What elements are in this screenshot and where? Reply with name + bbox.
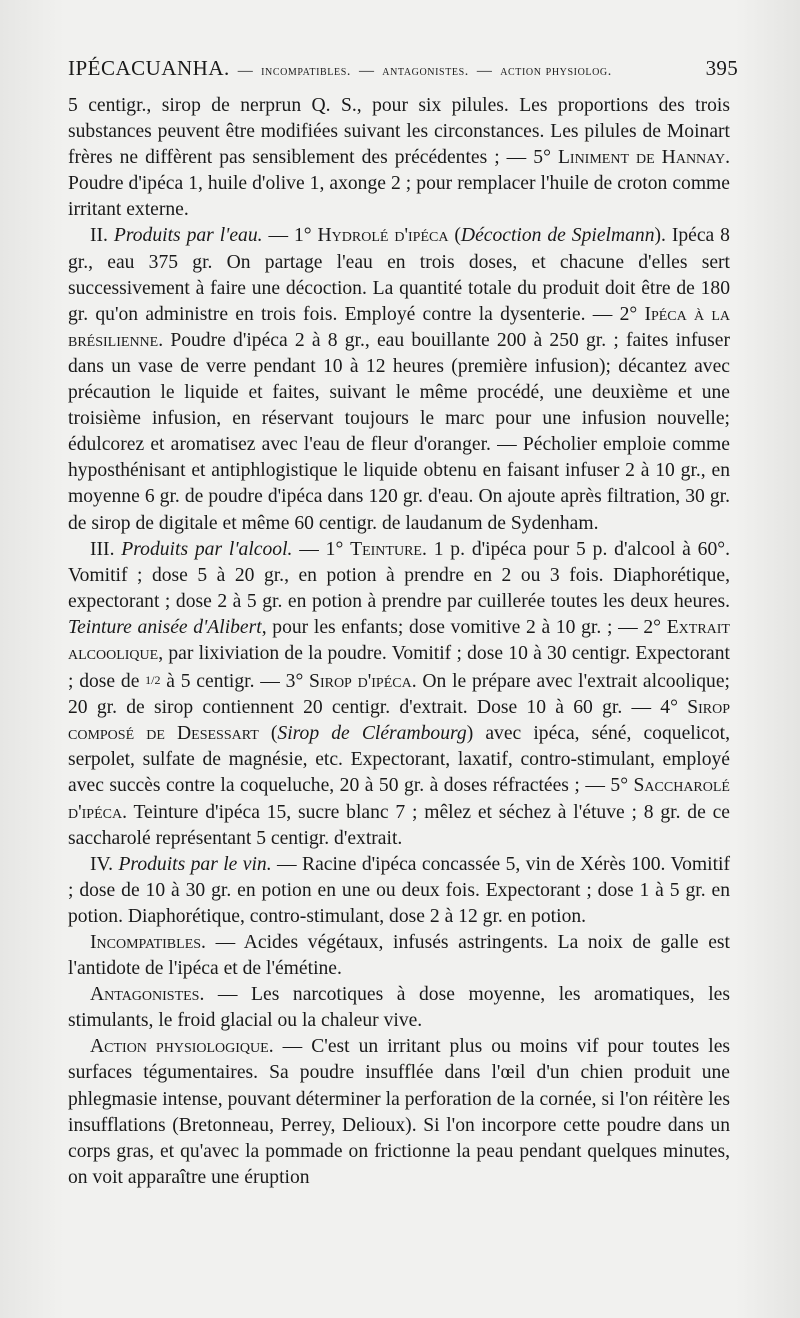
italic-term: Décoction de Spielmann [460,225,655,247]
paragraph-antagonistes [68,982,730,1034]
paragraph-produits-alcool [68,537,730,852]
preparation-name: Sirop composé de Desessart [68,697,730,745]
fraction: 1/2 [145,673,161,688]
text-run: . — Acides végétaux, infusés astringents. La noix de galle est l'antidote de l'ipéca et de l'émétine. [68,932,730,980]
paragraph-continuation [68,93,730,223]
header-section-incompatibles: incompatibles. [261,64,351,79]
text-run: . — Les narcotiques à dose moyenne, les aromatiques, les stimulants, le froid glacial ou la chaleur vive. [68,984,730,1032]
paragraph-action-physiologique [68,1034,730,1191]
text-run: ) avec ipéca, séné, coquelicot, serpolet, sulfate de magnésie, etc. Expectorant, laxatif, contro-stimulant, employé avec succès contre la coqueluche, 20 à 50 gr. à doses réfractées ; — 5° [68,723,730,797]
preparation-name: Saccharolé d'ipéca [68,775,730,823]
page-number: 395 [705,56,738,80]
text-run: . Teinture d'ipéca 15, sucre blanc 7 ; mêlez et séchez à l'étuve ; 8 gr. de ce saccharolé représentant 5 centigr. d'extrait. [68,801,730,849]
section-number: II. [90,225,114,247]
text-run: — 1° [262,225,318,247]
header-section-action: action physiolog. [500,64,612,79]
header-separator: — [358,63,375,79]
text-run: — 1° [292,538,351,560]
preparation-name: Extrait alcoolique [68,616,730,664]
text-run: à 5 centigr. — 3° [160,671,310,693]
text-run: . Poudre d'ipéca 2 à 8 gr., eau bouillante 200 à 250 gr. ; faites infuser dans un vase de verre pendant 10 à 12 heures (première infusion); décantez avec précaution le liquide et faites, suivant le même procédé, une deuxième et une troisième infusion, en réservant toujours le marc pour une infusion nouvelle; édulcorez et aromatisez avec l'eau de fleur d'oranger. — Pécholier emploie comme hyposthénisant et antiphlogistique le liquide obtenu en faisant infuser 2 à 10 gr., en moyenne 6 gr. de poudre d'ipéca dans 120 gr. d'eau. On ajoute après filtration, 30 gr. de sirop de digitale et même 60 centigr. de laudanum de Sydenham. [68,329,730,534]
preparation-name: Teinture [350,538,422,560]
italic-term: Teinture anisée d'Alibert [68,616,262,638]
body-text [68,93,730,1191]
text-run: ). Ipéca 8 gr., eau 375 gr. On partage l'eau en trois doses, et chacune d'elles sert successivement à faire une décoction. La quantité totale du produit doit être de 180 gr. qu'on administre en trois fois. Employé contre la dysenterie. — 2° [68,225,730,325]
text-run: . 1 p. d'ipéca pour 5 p. d'alcool à 60°. Vomitif ; dose 5 à 20 gr., en potion à prendre en 2 ou 3 fois. Diaphorétique, expectorant ; dose 2 à 5 gr. en potion à prendre par cuillerée toutes les deux heures. [68,538,731,612]
section-heading: Action physiologique [90,1036,269,1058]
paragraph-produits-vin [68,852,730,930]
italic-term: Sirop de Clérambourg [277,723,467,745]
text-run: — Racine d'ipéca concassée 5, vin de Xérès 100. Vomitif ; dose de 10 à 30 gr. en potion en une ou deux fois. Expectorant ; dose 1 à 5 gr. en potion. Diaphorétique, contro-stimulant, dose 2 à 12 gr. en potion. [68,853,730,927]
running-header [68,56,738,81]
preparation-name: Sirop d'ipéca [309,671,412,693]
header-section-antagonistes: antagonistes. [382,64,469,79]
section-heading: Produits par l'alcool. [121,538,293,560]
header-separator: — [476,63,493,79]
text-run: . — C'est un irritant plus ou moins vif pour toutes les surfaces tégumentaires. Sa poudre insufflée dans l'œil d'un chien produit une phlegmasie intense, pouvant déterminer la perforation de la cornée, si l'on réitère les insufflations (Bretonneau, Perrey, Delioux). Si l'on incorpore cette poudre dans un corps gras, et qu'avec la pommade on frictionne la peau pendant quelques minutes, on voit apparaître une éruption [68,1036,731,1188]
header-title: IPÉCACUANHA. [68,56,230,80]
preparation-name: Liniment de Hannay [557,147,726,169]
section-heading: Incompatibles [90,932,202,953]
text-run: 5 centigr., sirop de nerprun Q. S., pour six pilules. Les proportions des trois substances peuvent être modifiées suivant les circonstances. Les pilules de Moinart frères ne diffèrent pas sensiblement des précédentes ; — 5° [68,95,730,169]
text-run: . On le prépare avec l'extrait alcoolique; 20 gr. de sirop contiennent 20 centigr. d'extrait. Dose 10 à 60 gr. — 4° [68,671,730,719]
text-run: , par lixiviation de la poudre. Vomitif ; dose 10 à 30 centigr. Expectorant ; dose de [68,642,730,693]
header-titles [68,56,612,81]
preparation-name: Ipéca à la brésilienne [68,303,730,351]
paragraph-produits-eau [68,223,730,536]
section-heading: Antagonistes [90,984,200,1006]
preparation-name: Hydrolé d'ipéca [317,225,449,247]
text-run: ( [448,225,461,247]
paragraph-incompatibles [68,930,730,982]
header-separator: — [237,63,254,79]
section-number: III. [90,538,122,560]
text-run: ( [258,723,278,745]
text-run: . Poudre d'ipéca 1, huile d'olive 1, axonge 2 ; pour remplacer l'huile de croton comme irritant externe. [68,147,731,221]
section-heading: Produits par l'eau. [113,225,263,247]
section-heading: Produits par le vin. [118,853,272,875]
section-number: IV. [90,853,119,875]
text-run: , pour les enfants; dose vomitive 2 à 10 gr. ; — 2° [261,616,667,638]
